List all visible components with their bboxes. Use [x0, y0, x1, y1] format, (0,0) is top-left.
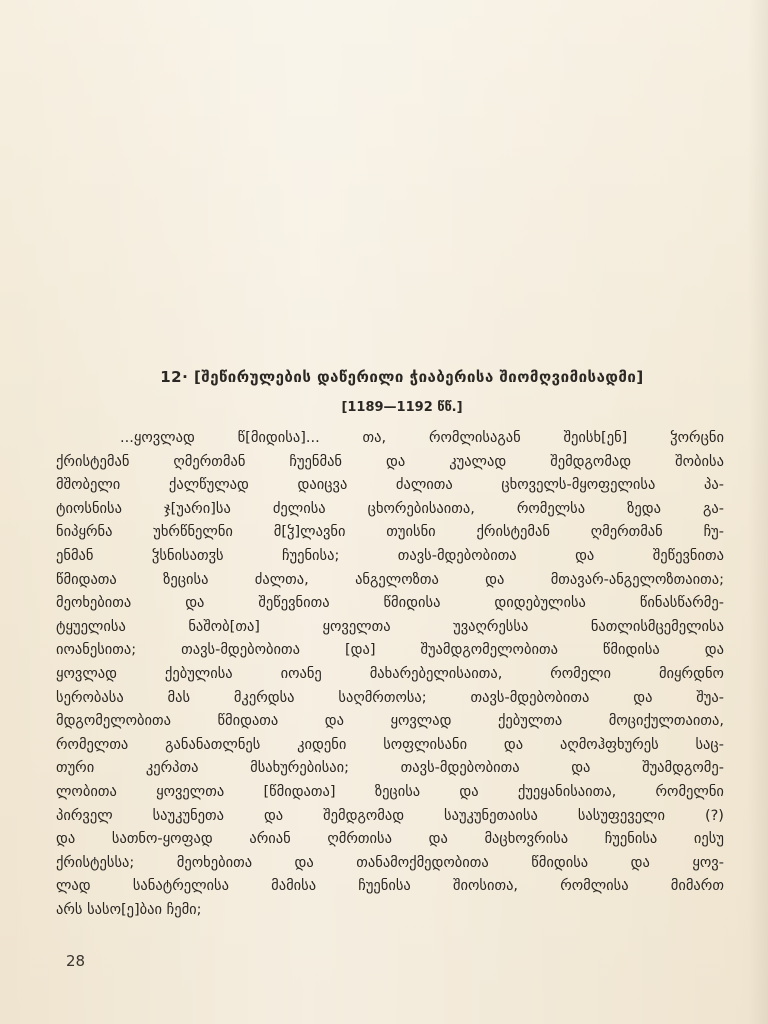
body-word: იოანესითა; — [56, 642, 137, 659]
body-line — [56, 663, 724, 687]
body-word: საუკუნეთაისა — [444, 807, 538, 824]
body-word: სანატრელისა — [132, 878, 229, 895]
body-word: ღმერთმან — [173, 453, 246, 470]
body-line — [56, 451, 724, 475]
body-word: და — [428, 831, 448, 848]
body-line — [56, 734, 724, 758]
body-word: წმიდისა — [531, 854, 589, 871]
body-word: მეოხებითა — [56, 595, 132, 612]
body-word: სასუფეველი — [577, 807, 665, 824]
body-word: პირველ — [56, 807, 113, 824]
body-word: და — [459, 783, 479, 800]
body-word: ქრისტესსა; — [56, 854, 135, 871]
body-word: ცხორებისაითა, — [367, 500, 475, 517]
body-word: ნაშობ[თა] — [188, 618, 260, 635]
body-line — [56, 592, 724, 616]
body-word: და — [503, 736, 524, 753]
body-word: ...ყოვლად — [120, 430, 195, 446]
body-line — [56, 875, 724, 899]
body-word: (?) — [704, 807, 724, 824]
body-word: ძელისა — [272, 500, 326, 517]
body-word: მახარებელისაითა, — [369, 665, 503, 682]
page-edge-shadow — [748, 0, 768, 1024]
body-word: და — [575, 547, 595, 564]
body-line — [56, 687, 724, 711]
body-word: წ[მიდისა]... — [237, 430, 320, 446]
body-line — [56, 828, 724, 852]
body-word: ცხოველს-მყოფელისა — [501, 477, 656, 494]
body-word: ლად — [56, 878, 91, 895]
body-word: შობისა — [675, 453, 724, 470]
body-word: [წმიდათა] — [263, 783, 336, 800]
body-word: წინასწარმე- — [639, 595, 724, 612]
body-word: წმიდისა — [383, 595, 441, 612]
body-word: არიან — [249, 831, 291, 848]
body-word: საც- — [695, 736, 724, 753]
page-number: 28 — [66, 952, 86, 970]
body-word: სერობასა — [56, 689, 124, 706]
body-word: თუისნი — [386, 524, 436, 541]
body-word: იესუ — [693, 831, 724, 848]
body-word: ტიოსნისა — [56, 500, 122, 517]
body-line — [56, 757, 724, 781]
body-word: ჩუენისა — [604, 831, 658, 848]
body-word: რომლისაგან — [428, 430, 521, 446]
body-word: ღმრთისა — [327, 831, 392, 848]
body-word: თავს-მდებობითა — [181, 642, 301, 659]
body-line — [56, 639, 724, 663]
body-word: და — [485, 571, 505, 588]
body-word: შეწევნითა — [652, 547, 724, 564]
document-date: [1189—1192 წწ.] — [341, 400, 463, 415]
body-word: თავს-მდებობითა — [400, 760, 520, 777]
body-word: ნიპყრნა — [56, 524, 113, 541]
document-heading: 12· [შეწირულების დაწერილი ჭიაბერისა შიომღვიმისადმი] — [160, 368, 644, 386]
body-word: დაიცვა — [297, 477, 348, 494]
body-word: დიდებულისა — [494, 595, 586, 612]
body-word: იოანე — [280, 665, 322, 682]
body-word: ყოველთა — [322, 618, 391, 635]
body-word: გა- — [702, 500, 724, 517]
body-line — [56, 710, 724, 734]
body-word: მშობელი — [56, 477, 121, 494]
body-word: უვაღრესსა — [453, 618, 529, 635]
body-word: [და] — [344, 642, 376, 659]
body-word: პა- — [704, 477, 724, 494]
body-word: ჴსნისათჳს — [151, 547, 224, 564]
body-word: რომელსა — [516, 500, 586, 517]
body-word: საღმრთოსა; — [338, 689, 427, 706]
body-word: თური — [56, 760, 95, 777]
body-word: საუკუნეთა — [152, 807, 224, 824]
body-word: წმიდათა — [56, 571, 117, 588]
body-word: ზედა — [627, 500, 661, 517]
body-word: ტყუელისა — [56, 618, 126, 635]
body-word: კერპთა — [145, 760, 199, 777]
body-word: ზეცისა — [163, 571, 209, 588]
body-line — [56, 805, 724, 829]
body-line — [56, 498, 724, 522]
body-word: ანგელოზთა — [355, 571, 439, 588]
body-word: და — [633, 689, 653, 706]
body-word: შუა- — [696, 689, 724, 706]
body-line — [56, 474, 724, 498]
body-word: რომელთა — [56, 736, 129, 753]
body-word: ენმან — [56, 547, 94, 564]
body-line — [56, 521, 724, 545]
body-word: ძალითა — [395, 477, 453, 494]
body-word: და — [294, 854, 314, 871]
body-word: თავს-მდებობითა — [397, 547, 517, 564]
body-word: მამისა — [271, 878, 317, 895]
body-word: შეწევნითა — [258, 595, 330, 612]
body-line — [56, 569, 724, 593]
body-word: მ[ჴ]ლავნი — [273, 524, 346, 541]
body-line — [56, 852, 724, 876]
body-word: და — [56, 831, 76, 848]
body-word: ღმერთმან — [590, 524, 663, 541]
body-word: ქრისტემან — [56, 453, 130, 470]
body-word: და — [185, 595, 205, 612]
body-line — [56, 545, 724, 569]
body-word: თა, — [362, 430, 387, 446]
body-word: შემდგომად — [550, 453, 632, 470]
body-line — [56, 616, 724, 640]
body-word: მეოხებითა — [176, 854, 253, 871]
body-word: და — [704, 642, 724, 659]
body-word: შეისხ[ენ] — [563, 430, 628, 446]
body-word: შუამდგომელობითა — [420, 642, 558, 659]
body-word: რომელი — [550, 665, 612, 682]
body-word: მდგომელობითა — [56, 713, 172, 730]
body-word: კუალად — [449, 453, 507, 470]
body-word: რომლისა — [560, 878, 629, 895]
body-word: ჩუენმან — [289, 453, 343, 470]
body-word: ქებულთა — [497, 713, 563, 730]
body-word: უხრწნელნი — [153, 524, 233, 541]
body-word: მიმართ — [670, 878, 724, 895]
body-word: და — [571, 760, 591, 777]
body-word: ლობითა — [56, 783, 117, 800]
document-body — [56, 427, 724, 922]
body-word: და — [324, 713, 344, 730]
body-word: წმიდათა — [217, 713, 279, 730]
body-word: თავს-მდებობითა — [470, 689, 590, 706]
body-word: ქუეყანისაითა, — [517, 783, 617, 800]
body-line — [56, 427, 724, 451]
body-word: კიდენი — [297, 736, 347, 753]
body-line — [56, 781, 724, 805]
body-word: ქებულისა — [164, 665, 233, 682]
body-word: ჯ[უარი]სა — [164, 500, 231, 517]
body-word: სათნო-ყოფად — [111, 831, 213, 848]
body-word: ჩუენისა — [358, 878, 411, 895]
body-word: ზეცისა — [374, 783, 421, 800]
body-word: მთავარ-ანგელოზთაითა; — [550, 571, 724, 588]
body-word: მსახურებისაი; — [250, 760, 350, 777]
body-word: ყოვლად — [56, 665, 117, 682]
body-word: სოფლისანი — [383, 736, 468, 753]
body-word: შიოსითა, — [452, 878, 519, 895]
body-word: ყოველთა — [156, 783, 225, 800]
body-word: ყოვლად — [390, 713, 452, 730]
body-word: ჴორცნი — [670, 430, 724, 446]
body-word: ქრისტემან — [476, 524, 550, 541]
body-line: არს სასო[ე]ბაი ჩემი; — [56, 901, 202, 918]
body-word: მას — [167, 689, 191, 706]
body-word: ნათლისმცემელისა — [590, 618, 724, 635]
body-word: მიყრდნო — [658, 665, 724, 682]
body-word: განანათლნეს — [165, 736, 261, 753]
body-word: შემდგომად — [323, 807, 405, 824]
body-word: და — [630, 854, 650, 871]
body-word: და — [263, 807, 284, 824]
body-word: მოციქულთაითა, — [608, 713, 724, 730]
body-word: ძალთა, — [254, 571, 309, 588]
body-word: რომელნი — [655, 783, 724, 800]
body-word: ჩუენისა; — [281, 547, 340, 564]
body-word: მკერდსა — [233, 689, 295, 706]
body-word: წმიდისა — [602, 642, 660, 659]
body-word: თანამოქმედობითა — [356, 854, 489, 871]
body-word: შუამდგომე- — [642, 760, 724, 777]
body-word: და — [386, 453, 406, 470]
body-word: აღმოჰფხურეს — [559, 736, 659, 753]
body-word: ქალწულად — [168, 477, 249, 494]
body-word: მაცხოვრისა — [484, 831, 569, 848]
body-word: ყოვ- — [692, 854, 724, 871]
body-word: ჩუ- — [703, 524, 724, 541]
